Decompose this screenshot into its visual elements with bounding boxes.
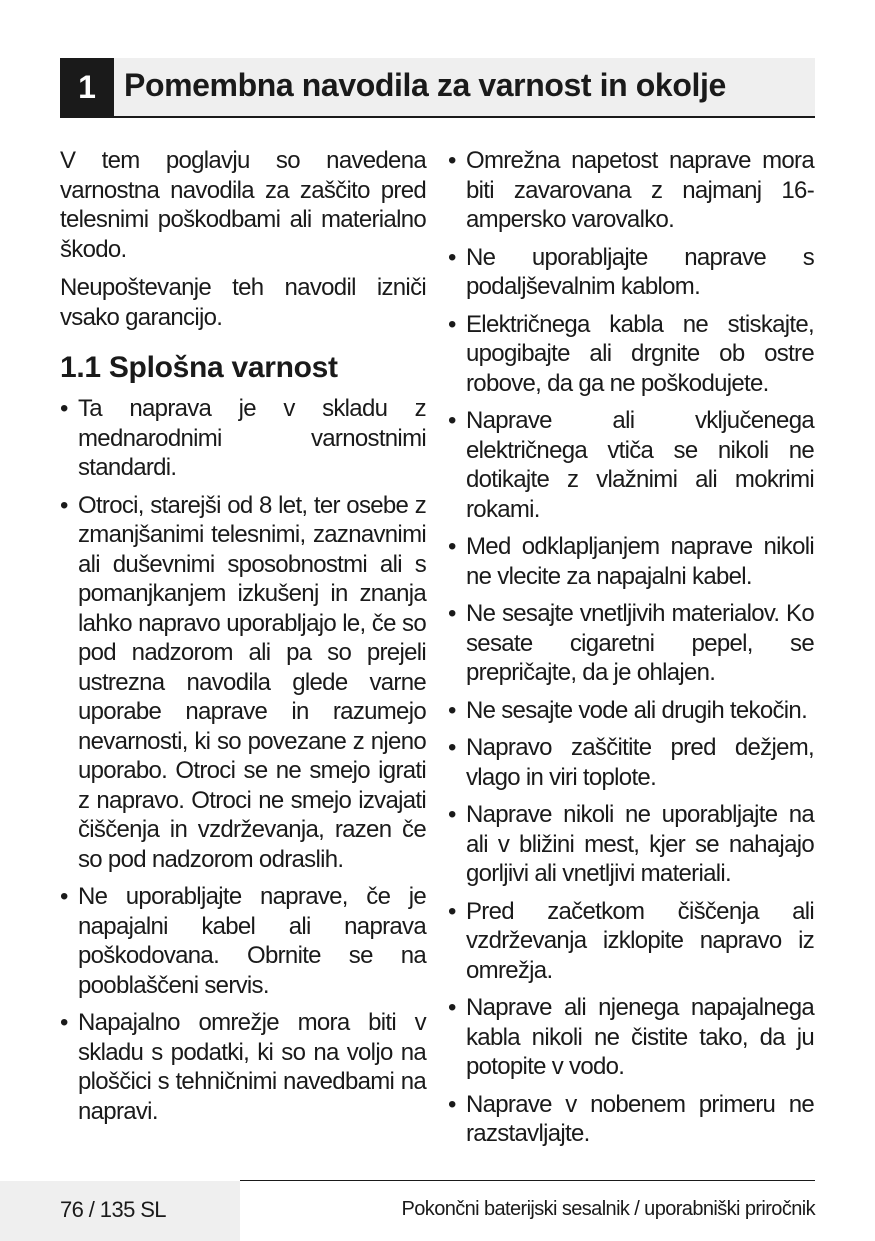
- list-item-text: Otroci, starejši od 8 let, ter osebe z zmanjšanimi telesnimi, zaznavnimi ali duševnimi sposobnostmi ali s pomanjkanjem izkušenj in znanja lahko napravo uporabljajo le, če so pod nadzorom ali pa so prejeli ustrezna navodila glede varne uporabe naprave in razumejo nevarnosti, ki so povezane z njeno uporabo. Otroci se ne smejo igrati z napravo. Otroci ne smejo izvajati čiščenja in vzdrževanja, razen če so pod nadzorom odraslih.: [78, 491, 426, 873]
- bullet-icon: •: [448, 994, 456, 1021]
- bullet-icon: •: [60, 491, 68, 519]
- list-item: [448, 146, 814, 235]
- list-item: [448, 243, 814, 302]
- bullet-list: [448, 146, 814, 1149]
- bullet-list: [60, 394, 426, 1126]
- bullet-icon: •: [448, 696, 456, 724]
- bullet-icon: •: [448, 310, 456, 338]
- list-item: [448, 406, 814, 524]
- list-item-text: Ne uporabljajte naprave s podaljševalnim kablom.: [466, 243, 814, 300]
- page-number: 76 / 135 SL: [60, 1197, 166, 1222]
- intro-paragraph: V tem poglavju so navedena varnostna navodila za zaščito pred telesnimi poškodbami ali materialno škodo.: [60, 147, 426, 263]
- bullet-icon: •: [448, 533, 456, 560]
- list-item-text: Naprave ali njenega napajalnega kabla nikoli ne čistite tako, da ju potopite v vodo.: [466, 994, 814, 1080]
- list-item-text: Ne uporabljajte naprave, če je napajalni kabel ali naprava poškodovana. Obrnite se na pooblaščeni servis.: [78, 883, 426, 999]
- list-item-text: Napajalno omrežje mora biti v skladu s podatki, ki so na voljo na ploščici s tehničnimi navedbami na napravi.: [78, 1009, 426, 1125]
- list-item: [448, 733, 814, 792]
- list-item: [448, 897, 814, 986]
- list-item: [448, 532, 814, 591]
- list-item-text: Ne sesajte vnetljivih materialov. Ko sesate cigaretni pepel, se prepričajte, da je ohlajen.: [466, 600, 814, 686]
- list-item: [60, 491, 426, 875]
- list-item: [448, 993, 814, 1082]
- bullet-icon: •: [448, 1090, 456, 1118]
- list-item-text: Električnega kabla ne stiskajte, upogibajte ali drgnite ob ostre robove, da ga ne poškodujete.: [466, 310, 814, 397]
- intro-paragraph: Neupoštevanje teh navodil izniči vsako garancijo.: [60, 274, 426, 331]
- left-column: [60, 146, 426, 1134]
- chapter-header: [60, 58, 815, 118]
- chapter-title: Pomembna navodila za varnost in okolje: [124, 67, 726, 103]
- document-title: Pokončni baterijski sesalnik / uporabniški priročnik: [401, 1198, 815, 1220]
- list-item-text: Omrežna napetost naprave mora biti zavarovana z najmanj 16-ampersko varovalko.: [466, 147, 814, 233]
- list-item-text: Ta naprava je v skladu z mednarodnimi varnostnimi standardi.: [78, 395, 426, 481]
- list-item: [448, 800, 814, 889]
- list-item: [448, 599, 814, 688]
- list-item: [448, 1090, 814, 1149]
- bullet-icon: •: [448, 407, 456, 434]
- list-item: [60, 394, 426, 483]
- footer-divider: [240, 1180, 815, 1181]
- bullet-icon: •: [448, 801, 456, 828]
- list-item: [448, 696, 814, 726]
- list-item-text: Ne sesajte vode ali drugih tekočin.: [466, 696, 808, 724]
- list-item-text: Naprave nikoli ne uporabljajte na ali v bližini mest, kjer se nahajajo gorljivi ali vnetljivi materiali.: [466, 801, 814, 887]
- list-item-text: Med odklapljanjem naprave nikoli ne vlecite za napajalni kabel.: [466, 533, 814, 590]
- list-item: [448, 310, 814, 399]
- bullet-icon: •: [448, 897, 456, 925]
- section-title: 1.1 Splošna varnost: [60, 351, 338, 384]
- list-item: [60, 882, 426, 1000]
- bullet-icon: •: [448, 734, 456, 761]
- list-item-text: Naprave v nobenem primeru ne razstavljajte.: [466, 1090, 814, 1147]
- bullet-icon: •: [448, 600, 456, 627]
- chapter-number: 1: [60, 58, 114, 116]
- right-column: [448, 146, 814, 1157]
- list-item-text: Napravo zaščitite pred dežjem, vlago in viri toplote.: [466, 734, 814, 791]
- list-item: [60, 1008, 426, 1126]
- bullet-icon: •: [448, 243, 456, 271]
- bullet-icon: •: [60, 395, 68, 422]
- list-item-text: Pred začetkom čiščenja ali vzdrževanja izklopite napravo iz omrežja.: [466, 897, 814, 984]
- bullet-icon: •: [448, 147, 456, 174]
- bullet-icon: •: [60, 883, 68, 910]
- list-item-text: Naprave ali vključenega električnega vtiča se nikoli ne dotikajte z vlažnimi ali mokrimi rokami.: [466, 407, 814, 523]
- bullet-icon: •: [60, 1009, 68, 1036]
